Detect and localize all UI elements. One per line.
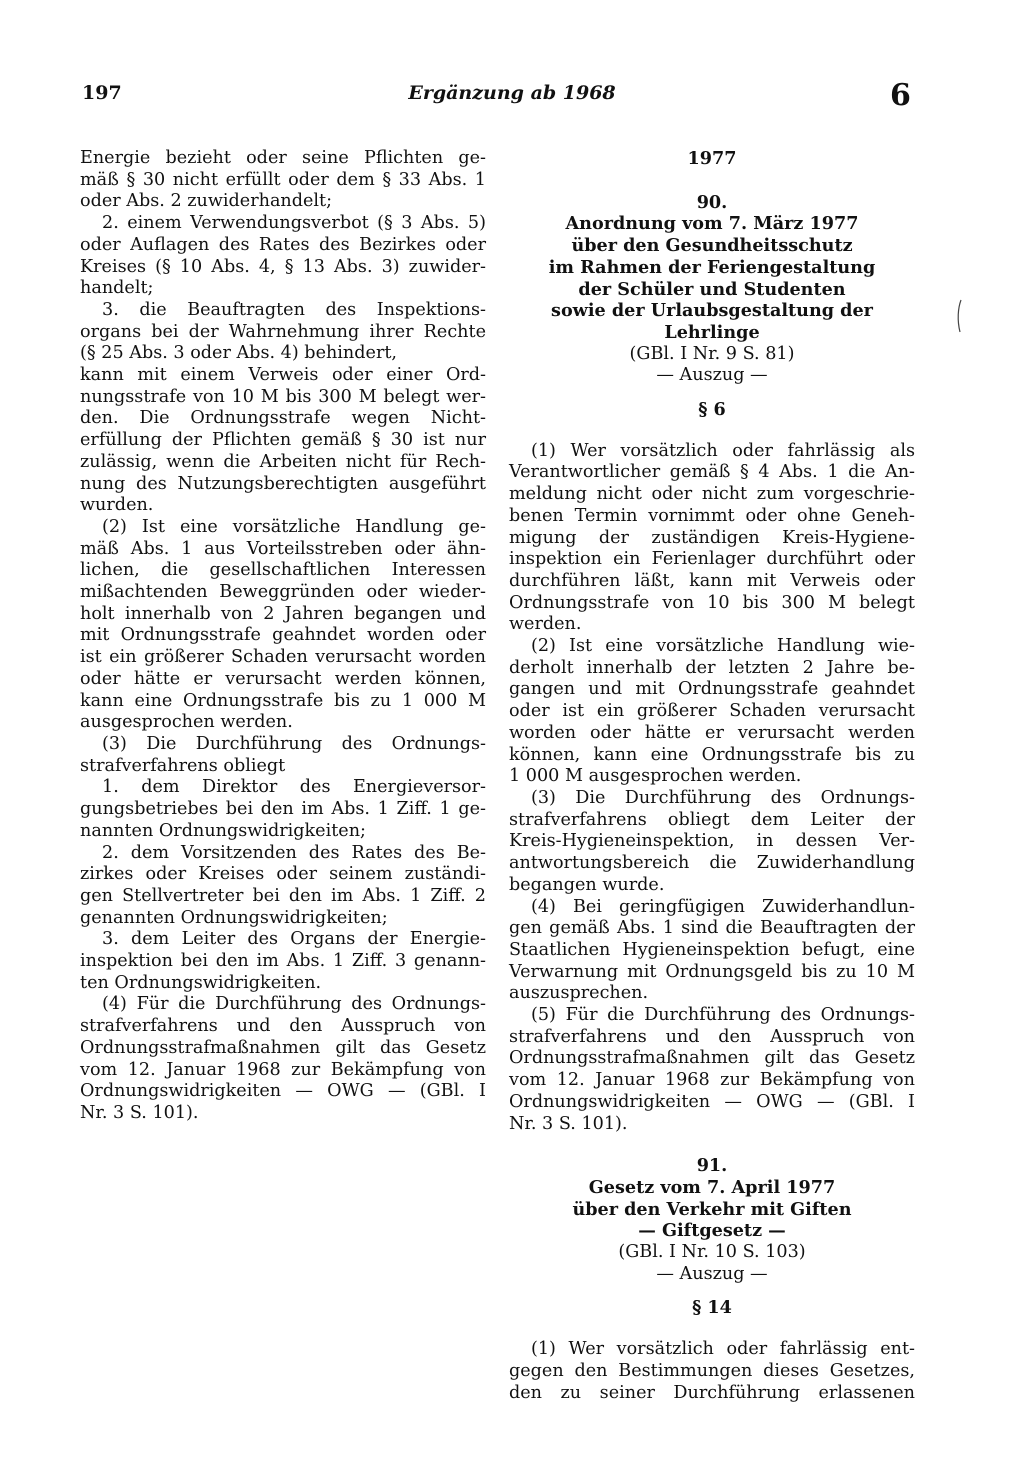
text-line: (2) Ist eine vorsätzliche Handlung ge- <box>102 516 486 537</box>
text-line: oder Abs. 2 zuwiderhandelt; <box>80 191 333 212</box>
section-number: 6 <box>890 78 911 113</box>
margin-pencil-mark <box>956 298 964 334</box>
text-line: erfüllung der Pflichten gemäß § 30 ist nur <box>80 430 486 451</box>
text-line: ten Ordnungswidrigkeiten. <box>80 972 322 993</box>
text-line: gen gemäß Abs. 1 sind die Beauftragten der <box>509 918 915 939</box>
text-line: Kreis-Hygieneinspektion, in dessen Ver- <box>509 831 915 852</box>
text-line: genannten Ordnungswidrigkeiten; <box>80 907 388 928</box>
decree-title-line: Anordnung vom 7. März 1977 <box>565 213 859 235</box>
text-line: gen Stellvertreter bei den im Abs. 1 Ziff. 2 <box>80 885 486 906</box>
text-line: Kreises (§ 10 Abs. 4, § 13 Abs. 3) zuwider- <box>80 256 486 277</box>
text-line: nannten Ordnungswidrigkeiten; <box>80 820 366 841</box>
text-line: Ordnungswidrigkeiten — OWG — (GBl. I <box>80 1081 486 1102</box>
text-line: zirkes oder Kreises oder seinem zuständi- <box>80 864 486 885</box>
text-line: strafverfahrens obliegt <box>80 755 286 776</box>
text-line: inspektion bei den im Abs. 1 Ziff. 3 genann- <box>80 951 486 972</box>
text-line: worden oder hätte er verursacht werden <box>509 722 915 743</box>
text-line: mäß Abs. 1 aus Vorteilsstreben oder ähn- <box>80 538 486 559</box>
decree-title-line: der Schüler und Studenten <box>578 278 846 300</box>
decree-title-line: sowie der Urlaubsgestaltung der Lehrlinge <box>551 300 873 343</box>
text-line: lichen, die gesellschaftlichen Interessen <box>80 560 486 581</box>
text-line: strafverfahrens obliegt dem Leiter der <box>509 809 915 830</box>
text-line: strafverfahrens und den Ausspruch von <box>509 1026 915 1047</box>
text-line: (4) Für die Durchführung des Ordnungs- <box>102 994 486 1015</box>
decree-excerpt-label: — Auszug — <box>656 365 768 386</box>
text-line: 2. dem Vorsitzenden des Rates des Be- <box>102 842 486 863</box>
text-line: Staatlichen Hygieneinspektion befugt, eine <box>509 939 915 960</box>
text-line: Ordnungsstrafmaßnahmen gilt das Gesetz <box>509 1048 915 1069</box>
text-line: 1 000 M ausgesprochen werden. <box>509 766 802 787</box>
text-line: begangen wurde. <box>509 874 665 895</box>
text-line: (1) Wer vorsätzlich oder fahrlässig ent- <box>531 1339 915 1360</box>
text-line: Energie bezieht oder seine Pflichten ge- <box>80 148 486 168</box>
text-line: Ordnungsstrafmaßnahmen gilt das Gesetz <box>80 1037 486 1058</box>
text-line: 2. einem Verwendungsverbot (§ 3 Abs. 5) <box>102 213 486 234</box>
text-line: nungsstrafe von 10 M bis 300 M belegt wer- <box>80 386 486 407</box>
decree-number: 90. <box>696 191 728 213</box>
text-line: ausgesprochen werden. <box>80 712 293 733</box>
text-line: auszusprechen. <box>509 983 649 1004</box>
text-line: gungsbetriebes bei den im Abs. 1 Ziff. 1 ge- <box>80 799 486 820</box>
text-line: inspektion ein Ferienlager durchführt oder <box>509 549 915 570</box>
text-line: (3) Die Durchführung des Ordnungs- <box>102 733 486 754</box>
page-number: 197 <box>82 82 122 104</box>
text-line: Ordnungswidrigkeiten — OWG — (GBl. I <box>509 1091 915 1112</box>
text-line: gegen den Bestimmungen dieses Gesetzes, <box>509 1360 915 1381</box>
law-title-line: über den Verkehr mit Giften <box>572 1198 852 1220</box>
text-line: antwortungsbereich die Zuwiderhandlung <box>509 853 915 874</box>
text-line: (5) Für die Durchführung des Ordnungs- <box>531 1005 915 1026</box>
law-number: 91. <box>696 1155 728 1177</box>
year-heading: 1977 <box>687 148 737 169</box>
text-line: Verwarnung mit Ordnungsgeld bis zu 10 M <box>509 961 915 982</box>
text-line: (1) Wer vorsätzlich oder fahrlässig als <box>531 440 915 461</box>
text-line: können, kann eine Ordnungsstrafe bis zu <box>509 744 915 765</box>
text-line: wurden. <box>80 495 154 516</box>
law-title-line: Gesetz vom 7. April 1977 <box>588 1176 836 1198</box>
text-line: derholt innerhalb der letzten 2 Jahre be- <box>509 657 915 678</box>
text-line: gangen und mit Ordnungsstrafe geahndet <box>509 679 915 700</box>
text-line: oder Auflagen des Rates des Bezirkes oder <box>80 234 486 255</box>
right-column <box>509 148 915 1404</box>
text-line: werden. <box>509 614 582 635</box>
text-line: Ordnungsstrafe von 10 bis 300 M belegt <box>509 592 915 613</box>
text-line: mißachtenden Beweggründen oder wieder- <box>80 582 486 603</box>
left-column <box>80 148 486 1125</box>
text-line: migung der zuständigen Kreis-Hygiene- <box>509 527 915 548</box>
text-line: (3) Die Durchführung des Ordnungs- <box>531 787 915 808</box>
text-line: handelt; <box>80 278 154 299</box>
text-line: ist ein größerer Schaden verursacht worden <box>80 647 486 668</box>
text-line: benen Termin vornimmt oder ohne Geneh- <box>509 505 915 526</box>
text-line: (4) Bei geringfügigen Zuwiderhandlun- <box>531 896 915 917</box>
text-line: Verantwortlicher gemäß § 4 Abs. 1 die An- <box>509 462 915 483</box>
text-line: 1. dem Direktor des Energieversor- <box>102 777 486 798</box>
text-line: strafverfahrens und den Ausspruch von <box>80 1016 486 1037</box>
decree-source: (GBl. I Nr. 9 S. 81) <box>629 343 795 364</box>
text-line: 3. dem Leiter des Organs der Energie- <box>102 929 486 950</box>
text-line: Nr. 3 S. 101). <box>80 1102 199 1123</box>
text-line: meldung nicht oder nicht zum vorgeschrie- <box>509 484 915 505</box>
text-line: mäß § 30 nicht erfüllt oder dem § 33 Abs. 1 <box>80 169 486 190</box>
text-line: vom 12. Januar 1968 zur Bekämpfung von <box>509 1070 915 1091</box>
text-line: kann mit einem Verweis oder einer Ord- <box>80 365 486 386</box>
running-title: Ergänzung ab 1968 <box>408 82 616 104</box>
text-line: (§ 25 Abs. 3 oder Abs. 4) behindert, <box>80 343 398 364</box>
text-line: zulässig, wenn die Arbeiten nicht für Rech- <box>80 451 486 472</box>
text-line: (2) Ist eine vorsätzliche Handlung wie- <box>531 636 915 657</box>
text-line: 3. die Beauftragten des Inspektions- <box>102 299 486 320</box>
decree-title-line: über den Gesundheitsschutz <box>571 235 853 257</box>
paragraph-heading: § 14 <box>692 1297 732 1319</box>
text-line: kann eine Ordnungsstrafe bis zu 1 000 M <box>80 690 486 711</box>
page-header <box>0 78 1024 122</box>
text-line: mit Ordnungsstrafe geahndet worden oder <box>80 625 486 646</box>
text-line: den zu seiner Durchführung erlassenen <box>509 1382 915 1403</box>
text-line: holt innerhalb von 2 Jahren begangen und <box>80 603 486 624</box>
text-line: vom 12. Januar 1968 zur Bekämpfung von <box>80 1059 486 1080</box>
text-line: den. Die Ordnungsstrafe wegen Nicht- <box>80 408 486 429</box>
text-line: oder ist ein größerer Schaden verursacht <box>509 701 915 722</box>
text-line: durchführen läßt, kann mit Verweis oder <box>509 570 915 591</box>
text-line: Nr. 3 S. 101). <box>509 1113 628 1134</box>
law-source: (GBl. I Nr. 10 S. 103) <box>618 1242 806 1263</box>
text-line: nung des Nutzungsberechtigten ausgeführt <box>80 473 486 494</box>
text-line: organs bei der Wahrnehmung ihrer Rechte <box>80 321 486 342</box>
paragraph-heading: § 6 <box>698 399 726 421</box>
law-excerpt-label: — Auszug — <box>656 1263 768 1284</box>
law-title-line: — Giftgesetz — <box>638 1220 786 1242</box>
text-line: oder hätte er verursacht werden können, <box>80 668 486 689</box>
decree-title-line: im Rahmen der Feriengestaltung <box>548 256 876 278</box>
